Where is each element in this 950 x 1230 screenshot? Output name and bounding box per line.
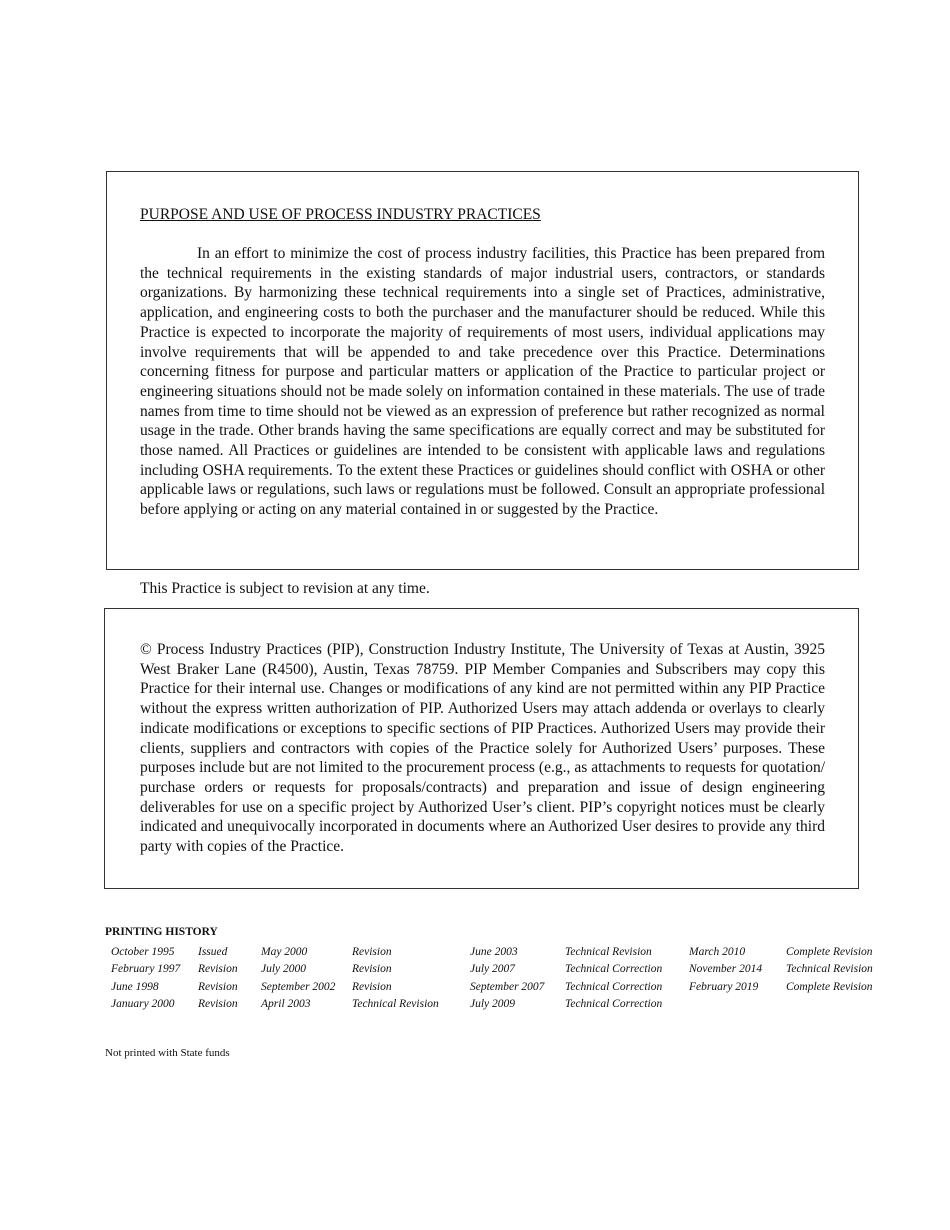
history-type: Complete Revision	[786, 980, 873, 993]
printing-history-body	[105, 943, 881, 1013]
history-date: June 1998	[111, 980, 159, 993]
history-type: Issued	[198, 945, 228, 958]
purpose-box	[106, 171, 859, 570]
history-date: February 1997	[111, 963, 181, 976]
history-date: November 2014	[689, 963, 763, 976]
history-type: Technical Correction	[565, 998, 663, 1011]
footer-note: Not printed with State funds	[105, 1047, 230, 1059]
history-type: Revision	[198, 980, 238, 993]
history-date: April 2003	[261, 998, 311, 1011]
copyright-body: © Process Industry Practices (PIP), Construction Industry Institute, The University of Texas at Austin, 3925 West Braker Lane (R4500), Austin, Texas 78759. PIP Member Companies and Subscribers may copy this Practice for their internal use. Changes or modifications of any kind are not permitted within any PIP Practice without the express written authorization of PIP. Authorized Users may attach addenda or overlays to clearly indicate modifications or exceptions to specific sections of PIP Practices. Authorized Users may provide their clients, suppliers and contractors with copies of the Practice solely for Authorized Users’ purposes. These purposes include but are not limited to the procurement process (e.g., as attachments to requests for quotation/ purchase orders or requests for proposals/contracts) and preparation and issue of design engineering deliverables for use on a specific project by Authorized User’s client. PIP’s copyright notices must be clearly indicated and unequivocally incorporated in documents where an Authorized User desires to provide any third party with copies of the Practice.	[140, 641, 825, 856]
history-date: July 2000	[261, 963, 307, 976]
purpose-body: In an effort to minimize the cost of process industry facilities, this Practice has been prepared from the technical requirements in the existing standards of major industrial users, contractors, or standards organizations. By harmonizing these technical requirements into a single set of Practices, administrative, application, and engineering costs to both the purchaser and the manufacturer should be reduced. While this Practice is expected to incorporate the majority of requirements of most users, individual applications may involve requirements that will be appended to and take precedence over this Practice. Determinations concerning fitness for purpose and particular matters or application of the Practice to particular project or engineering situations should not be made solely on information contained in these materials. The use of trade names from time to time should not be viewed as an expression of preference but rather recognized as normal usage in the trade. Other brands having the same specifications are equally correct and may be substituted for those named. All Practices or guidelines are intended to be consistent with applicable laws and regulations including OSHA requirements. To the extent these Practices or guidelines should conflict with OSHA or other applicable laws or regulations, such laws or regulations must be followed. Consult an appropriate professional before applying or acting on any material contained in or suggested by the Practice.	[140, 245, 825, 519]
history-date: October 1995	[111, 945, 175, 958]
history-date: September 2007	[470, 980, 545, 993]
purpose-heading: PURPOSE AND USE OF PROCESS INDUSTRY PRACTICES	[140, 206, 541, 223]
copyright-box	[104, 608, 859, 889]
history-type: Revision	[198, 963, 238, 976]
history-type: Technical Revision	[786, 963, 873, 976]
history-type: Technical Correction	[565, 980, 663, 993]
revision-note: This Practice is subject to revision at any time.	[140, 580, 430, 597]
history-date	[683, 996, 780, 1014]
history-date: September 2002	[261, 980, 336, 993]
history-date: February 2019	[689, 980, 759, 993]
printing-history	[105, 925, 881, 1013]
history-row	[105, 996, 881, 1014]
printing-history-table	[105, 943, 881, 1013]
history-type: Revision	[352, 963, 392, 976]
history-type	[780, 996, 881, 1014]
history-type: Revision	[198, 998, 238, 1011]
history-date: July 2007	[470, 963, 516, 976]
history-type: Revision	[352, 980, 392, 993]
history-date: January 2000	[111, 998, 175, 1011]
history-row	[105, 978, 881, 996]
history-type: Technical Correction	[565, 963, 663, 976]
history-type: Complete Revision	[786, 945, 873, 958]
history-type: Technical Revision	[565, 945, 652, 958]
history-type: Technical Revision	[352, 998, 439, 1011]
history-date: July 2009	[470, 998, 516, 1011]
history-date: May 2000	[261, 945, 308, 958]
history-date: March 2010	[689, 945, 746, 958]
history-date: June 2003	[470, 945, 518, 958]
history-row	[105, 961, 881, 979]
history-type: Revision	[352, 945, 392, 958]
printing-history-title: PRINTING HISTORY	[105, 926, 218, 938]
history-row	[105, 943, 881, 961]
